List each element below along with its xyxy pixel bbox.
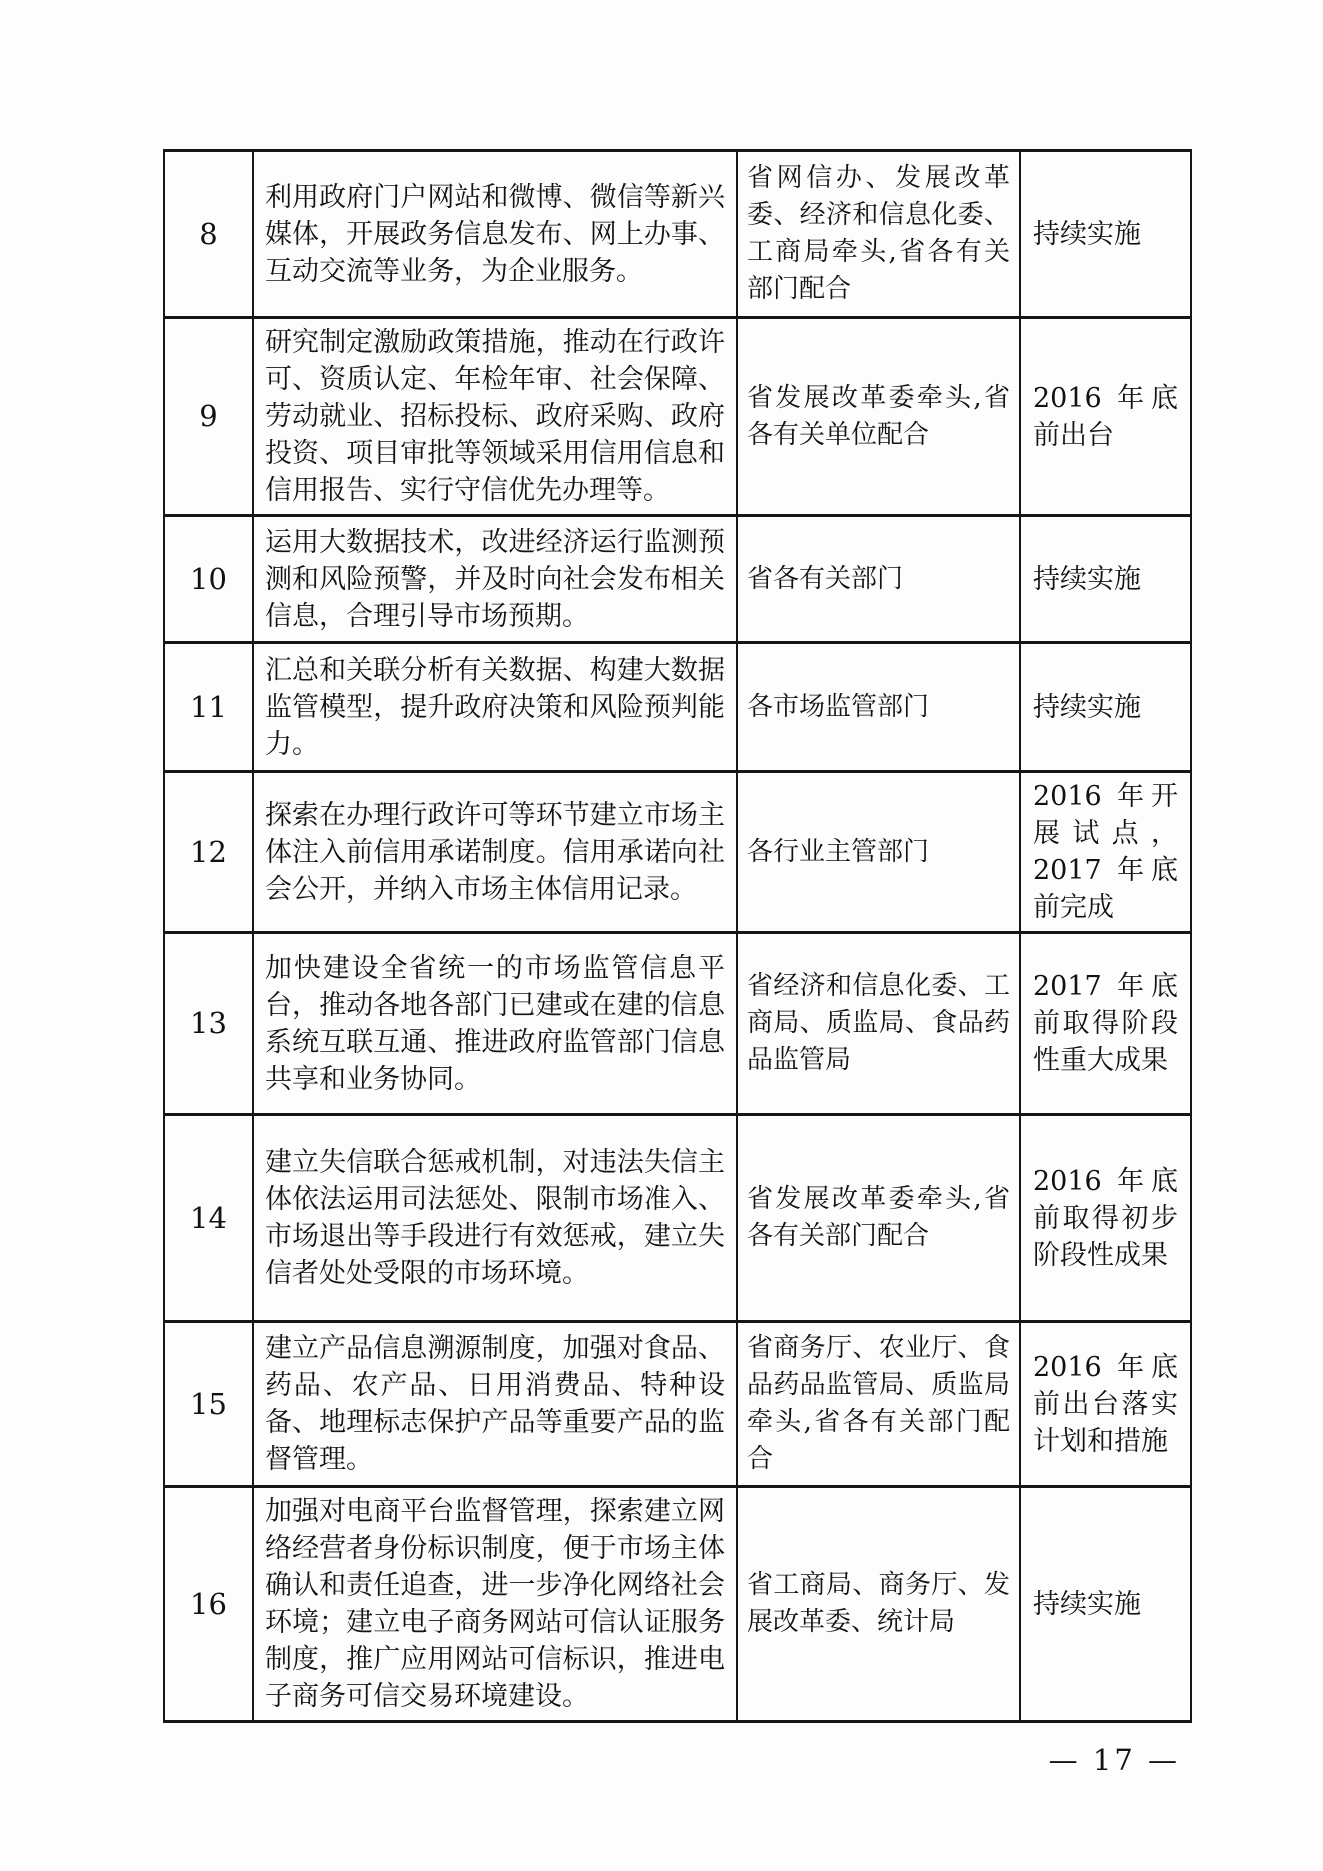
task-cell: 加快建设全省统一的市场监管信息平台，推动各地各部门已建或在建的信息系统互联互通、推进政府监管部门信息共享和业务协同。 — [253, 933, 737, 1115]
row-number-cell: 13 — [164, 933, 253, 1115]
table-row — [164, 1115, 1191, 1322]
timeline-cell: 持续实施 — [1020, 643, 1191, 772]
task-cell: 加强对电商平台监督管理，探索建立网络经营者身份标识制度，便于市场主体确认和责任追查，进一步净化网络社会环境；建立电子商务网站可信认证服务制度，推广应用网站可信标识，推进电子商务可信交易环境建设。 — [253, 1487, 737, 1722]
row-number-cell: 14 — [164, 1115, 253, 1322]
task-cell: 研究制定激励政策措施，推动在行政许可、资质认定、年检年审、社会保障、劳动就业、招标投标、政府采购、政府投资、项目审批等领域采用信用信息和信用报告、实行守信优先办理等。 — [253, 318, 737, 516]
row-number-cell: 10 — [164, 516, 253, 643]
row-number-cell: 11 — [164, 643, 253, 772]
row-number-cell: 9 — [164, 318, 253, 516]
department-cell: 各市场监管部门 — [737, 643, 1020, 772]
table-row — [164, 318, 1191, 516]
task-cell: 利用政府门户网站和微博、微信等新兴媒体，开展政务信息发布、网上办事、互动交流等业务，为企业服务。 — [253, 151, 737, 318]
timeline-cell: 2017 年底前取得阶段性重大成果 — [1020, 933, 1191, 1115]
row-number-cell: 16 — [164, 1487, 253, 1722]
department-cell: 省经济和信息化委、工商局、质监局、食品药品监管局 — [737, 933, 1020, 1115]
table-row — [164, 516, 1191, 643]
timeline-cell: 2016 年底前取得初步阶段性成果 — [1020, 1115, 1191, 1322]
timeline-cell: 2016 年底前出台落实计划和措施 — [1020, 1322, 1191, 1487]
department-cell: 各行业主管部门 — [737, 772, 1020, 933]
row-number-cell: 12 — [164, 772, 253, 933]
timeline-cell: 持续实施 — [1020, 151, 1191, 318]
row-number-cell: 15 — [164, 1322, 253, 1487]
task-cell: 建立产品信息溯源制度，加强对食品、药品、农产品、日用消费品、特种设备、地理标志保护产品等重要产品的监督管理。 — [253, 1322, 737, 1487]
task-cell: 运用大数据技术，改进经济运行监测预测和风险预警，并及时向社会发布相关信息，合理引导市场预期。 — [253, 516, 737, 643]
table-row — [164, 1487, 1191, 1722]
timeline-cell: 2016 年开展试点，2017 年底前完成 — [1020, 772, 1191, 933]
task-cell: 探索在办理行政许可等环节建立市场主体注入前信用承诺制度。信用承诺向社会公开，并纳入市场主体信用记录。 — [253, 772, 737, 933]
department-cell: 省工商局、商务厅、发展改革委、统计局 — [737, 1487, 1020, 1722]
task-cell: 建立失信联合惩戒机制，对违法失信主体依法运用司法惩处、限制市场准入、市场退出等手段进行有效惩戒，建立失信者处处受限的市场环境。 — [253, 1115, 737, 1322]
table-row — [164, 1322, 1191, 1487]
department-cell: 省发展改革委牵头,省各有关部门配合 — [737, 1115, 1020, 1322]
table-row — [164, 151, 1191, 318]
department-cell: 省各有关部门 — [737, 516, 1020, 643]
timeline-cell: 持续实施 — [1020, 516, 1191, 643]
tasks-table — [163, 149, 1192, 1723]
row-number-cell: 8 — [164, 151, 253, 318]
timeline-cell: 持续实施 — [1020, 1487, 1191, 1722]
timeline-cell: 2016 年底前出台 — [1020, 318, 1191, 516]
table-row — [164, 933, 1191, 1115]
table-row — [164, 643, 1191, 772]
page-number: — 17 — — [1048, 1743, 1180, 1777]
task-cell: 汇总和关联分析有关数据、构建大数据监管模型，提升政府决策和风险预判能力。 — [253, 643, 737, 772]
department-cell: 省网信办、发展改革委、经济和信息化委、工商局牵头,省各有关部门配合 — [737, 151, 1020, 318]
table-row — [164, 772, 1191, 933]
department-cell: 省商务厅、农业厅、食品药品监管局、质监局牵头,省各有关部门配合 — [737, 1322, 1020, 1487]
department-cell: 省发展改革委牵头,省各有关单位配合 — [737, 318, 1020, 516]
